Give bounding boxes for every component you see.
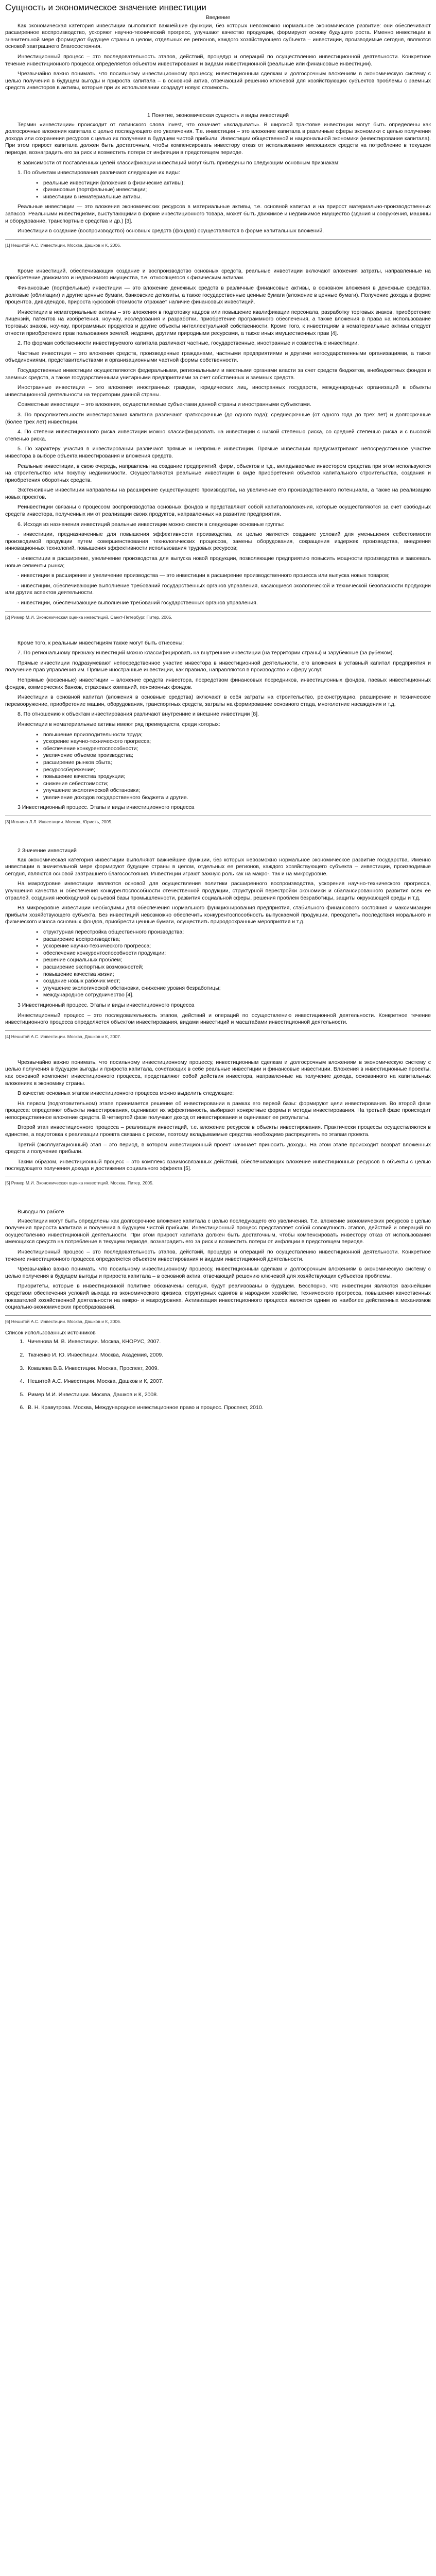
footnote-divider — [5, 1030, 431, 1031]
bullet-list — [36, 732, 431, 802]
paragraph: 4. По степени инвестиционного риска инвестиции можно классифицировать на инвестиции с низкой степенью риска, со средней степенью риска и с высокой степенью риска. — [5, 429, 431, 442]
page-title: Сущность и экономическое значение инвестиции — [5, 3, 206, 12]
paragraph: Инвестиционный процесс – это последовательность этапов, действий, процедур и операций по осуществлению инвестиционной деятельности. Конкретное течение инвестиционного процесса определяется объектом инвестирования и видами инвестиционной деятельности. — [5, 1249, 431, 1262]
list-item: ● увеличение доходов государственного бюджета и другие. — [36, 794, 431, 802]
paragraph: Совместные инвестиции – это вложения, осуществляемые субъектами данной страны и иностранными субъектами. — [18, 401, 311, 408]
paragraph: На первом (подготовительном) этапе принимается решение об инвестировании в рамках его первой базы: формируют цели инвестирования. Во второй фазе процесса: определяют объекты инвестирования, оценивают их эффективность, выбирают конкретные формы и методы инвестирования. На третьей фазе происходит непосредственное вложение средств. В четвертой фазе получают доход от инвестирования и оценивают ее результаты. — [5, 1100, 431, 1121]
footnote: [4] Нешитой А.С. Инвестиции. Москва, Дашков и К, 2007. — [5, 1033, 121, 1039]
paragraph: На макроуровне инвестиции являются основой для осуществления политики расширенного воспроизводства, ускорения научно-технического прогресса, улучшения качества и обеспечения конкурентоспособности отечественной продукции, структурной перестройки экономики и сбалансированного развития всех ее отраслей, создания необходимой сырьевой базы промышленности, развития социальной сферы, решения проблем безработицы, защиты окружающей среды и т.д. — [5, 880, 431, 901]
list-item: ● расширение воспроизводства; — [36, 936, 431, 943]
list-item: ● реальные инвестиции (вложения в физические активы); — [36, 180, 431, 187]
paragraph: 6. Исходя из назначения инвестиций реальные инвестиции можно свести в следующие основные группы: — [18, 521, 285, 528]
footnote: [1] Нешитой А.С. Инвестиции. Москва, Дашков и К, 2006. — [5, 242, 121, 248]
footnote: [2] Ример М.И. Экономическая оценка инвестиций. Санкт-Петербург, Питер, 2005. — [5, 614, 172, 620]
section-heading: Выводы по работе — [18, 1209, 64, 1215]
paragraph: - инвестиции в расширение, увеличение производства для выпуска новой продукции, позволяющие предприятию повысить мощности производства и завоевать новые сегменты рынка; — [5, 555, 431, 569]
paragraph: Инвестиционный процесс – это последовательность этапов, действий, процедур и операций по осуществлению инвестиционной деятельности. Конкретное течение инвестиционного процесса определяется объектом инвестирования и видами инвестиционной (реальные или финансовые инвестиции). — [5, 53, 431, 67]
sources-heading: Список использованных источников — [5, 1329, 96, 1336]
source-item: 2. Ткаченко И. Ю. Инвестиции. Москва, Академия, 2009. — [26, 1352, 431, 1359]
footnote-divider — [5, 611, 431, 612]
bullet-list — [36, 929, 431, 999]
paragraph: - инвестиции, предназначенные для повышения эффективности производства, их целью является создание условий для уменьшения себестоимости производимой продукции путем совершенствования технологических процессов, замены оборудования, сокращения издержек производства, внедрения инновационных технологий, повышения эффективности использования трудовых ресурсов; — [5, 531, 431, 552]
paragraph: Чрезвычайно важно понимать, что посильному инвестиционному процессу, инвестиционным сделкам и долгосрочным вложениям в экономическую систему с целью получения в будущем выгоды и прироста капитала, сочетающих в себе реальные инвестиции и финансовые инвестиции. Вложения в инвестиционные проекты, как основной компонент инвестиционного процесса, представляют собой действия инвестора, направленные на получение дохода, основанного на капитальных вложениях в экономику страны. — [5, 1059, 431, 1087]
paragraph: Частные инвестиции – это вложения средств, произведенные гражданами, частными предприятиями и другими негосударственными организациями, а также объединениями, представительствами и организационными частной формы собственности. — [5, 350, 431, 364]
paragraph: Кроме инвестиций, обеспечивающих создание и воспроизводство основных средств, реальные инвестиции включают вложения затраты, направленные на приобретение движимого и недвижимого имущества, т.е. относящегося к физическим активам. — [5, 267, 431, 281]
paragraph: Инвестиции в создание (воспроизводство) основных средств (фондов) осуществляются в форме капитальных вложений. — [18, 228, 324, 234]
paragraph: 2. По формам собственности инвестируемого капитала различают частные, государственные, иностранные и совместные инвестиции. — [18, 340, 359, 347]
paragraph: Как экономическая категория инвестиции выполняют важнейшие функции, без которых невозможно нормальное экономическое развитие государства. Именно инвестиции в значительной мере формируют будущее страны в целом, отдельных ее регионов, каждого хозяйствующего субъекта – инвестиции, производимые сегодня, являются основой завтрашнего благосостояния. Инвестиции играют важную роль как на макро-, так и на микроуровне. — [5, 856, 431, 877]
list-item: ● расширение рынков сбыта; — [36, 759, 431, 767]
paragraph: - инвестиции, обеспечивающие выполнение требований государственных органов управления. — [18, 600, 258, 606]
paragraph: Чрезвычайно важно понимать, что посильному инвестиционному процессу, инвестиционным сделкам и долгосрочным вложениям в экономическую систему с целью получения в будущем выгоды и прироста капитала – в основной актив, отвечающий решению ключевой для хозяйствующих субъектов проблемы. — [5, 1266, 431, 1279]
paragraph: В качестве основных этапов инвестиционного процесса можно выделить следующие: — [18, 1090, 234, 1097]
paragraph: Кроме того, к реальным инвестициям также могут быть отнесены: — [18, 639, 184, 646]
list-item: ● финансовые (портфельные) инвестиции; — [36, 187, 431, 194]
list-item: ● ускорение научно-технического прогресса; — [36, 943, 431, 950]
paragraph: Инвестиции могут быть определены как долгосрочное вложение капитала с целью последующего его увеличения. Т.е. вложение экономических ресурсов с целью получения прироста капитала и получения в будущем чистой прибыли. Инвестиционный процесс представляет собой совокупность этапов, действий и операций по осуществлению инвестиционной деятельности. При этом прирост капитала должен быть достаточным, чтобы компенсировать инвестору отказ от использования имеющихся средств на потребление в текущем периоде, вознаградить его за риск и возместить потери от инфляции в предстоящем периоде. — [5, 1217, 431, 1245]
source-item: 5. Ример М.И. Инвестиции. Москва, Дашков и К, 2008. — [26, 1392, 431, 1399]
footnote: [3] Игонина Л.Л. Инвестиции. Москва, Юристъ, 2005. — [5, 819, 113, 825]
paragraph: На микроуровне инвестиции необходимы для обеспечения нормального функционирования предприятия, стабильного финансового состояния и максимизации прибыли хозяйствующего субъекта. Без инвестиций невозможно обеспечить конкурентоспособность выпускаемой продукции, преодолеть последствия морального и физического износа основных фондов, приобрести ценные бумаги, осуществить природоохранные мероприятия и т.д. — [5, 905, 431, 925]
section-heading: 1 Понятие, экономическая сущность и виды инвестиций — [147, 112, 289, 118]
paragraph: Термин «инвестиции» происходит от латинского слова invest, что означает «вкладывать». В широкой трактовке инвестиции могут быть определены как долгосрочные вложения капитала с целью последующего его увеличения. Т.е. инвестиции – это вложение капитала в различные сферы экономики с целью получения дохода или сохранения ресурсов с целью их получения в будущем чистой прибыли. Инвестиции общественной и национальной экономики (инвестирование капитала). При этом прирост капитала должен быть достаточным, чтобы компенсировать инвестору отказ от использования имеющихся средств на потребление в текущем периоде, вознаградить его за риск и возместить потери от инфляции в предстоящем периоде. — [5, 121, 431, 156]
paragraph: Чрезвычайно важно понимать, что посильному инвестиционному процессу, инвестиционным сделкам и долгосрочным вложениям в экономическую систему с целью получения в будущем выгоды и прироста капитала – в основной актив, отвечающий решению ключевой для хозяйствующих субъектов проблемы с заемных средств инвесторов в активы, которые при их использовании создадут новую стоимость. — [5, 71, 431, 91]
list-item: ● снижение себестоимости; — [36, 781, 431, 788]
source-item: 6. В. Н. Кравутрова. Москва, Международное инвестиционное право и процесс. Проспект, 2010. — [26, 1404, 431, 1412]
list-item: ● расширение экспортных возможностей; — [36, 964, 431, 971]
footnote-divider — [5, 239, 431, 240]
paragraph: 3 Инвестиционный процесс. Этапы и виды инвестиционного процесса — [18, 804, 195, 811]
paragraph: В зависимости от поставленных целей классификации инвестиций могут быть приведены по следующим основным признакам: — [18, 159, 340, 166]
footnote: [6] Нешитой А.С. Инвестиции. Москва, Дашков и К, 2006. — [5, 1318, 121, 1324]
bullet-list — [36, 180, 431, 201]
list-item: ● ускорение научно-технического прогресса; — [36, 738, 431, 745]
document-page — [0, 2, 436, 1412]
paragraph: Прямые инвестиции подразумевают непосредственное участие инвестора в инвестиционной деятельности, его вложения в уставный капитал предприятия и получение прав управления им. Прямые иностранные инвестиции, как правило, направляются в производство и сферу услуг. — [5, 659, 431, 673]
paragraph: - инвестиции, обеспечивающие выполнение требований государственных органов управления, касающиеся экологической и технической безопасности продукции или других аспектов деятельности. — [5, 582, 431, 596]
list-item: ● обеспечение конкурентоспособности продукции; — [36, 950, 431, 957]
intro-heading: Введение — [205, 14, 231, 21]
list-item: ● обеспечение конкурентоспособности; — [36, 745, 431, 753]
list-item: ● создание новых рабочих мест; — [36, 978, 431, 985]
section-heading: 2 Значение инвестиций — [18, 848, 77, 854]
paragraph: 5. По характеру участия в инвестировании различают прямые и непрямые инвестиции. Прямые инвестиции предусматривают непосредственное участие инвестора в выборе объекта инвестирования и вложения средств. — [5, 446, 431, 459]
footnote: [5] Ример М.И. Экономическая оценка инвестиций. Москва, Питер, 2005. — [5, 1180, 154, 1186]
paragraph: Инвестиции в нематериальные активы – это вложения в подготовку кадров или повышение квалификации персонала, разработку торговых знаков, приобретение лицензий, патентов на изобретения, ноу-хау, исследования и разработки, приобретение программного обеспечения, а также вложения в права на использование торговых знаков, ноу-хау, программных продуктов и другие объекты интеллектуальной собственности. Кроме того, к инвестициям в нематериальные активы следует отнести приобретение прав пользования землей, недрами, другими природными ресурсами, а также иных имущественных прав [4]. — [5, 309, 431, 336]
list-item: ● структурная перестройка общественного производства; — [36, 929, 431, 936]
source-item: 4. Нешитой А.С. Инвестиции. Москва, Дашков и К, 2007. — [26, 1378, 431, 1385]
paragraph: 1. По объектам инвестирования различают следующие их виды: — [18, 170, 180, 176]
source-item: 3. Ковалева В.В. Инвестиции. Москва, Проспект, 2009. — [26, 1365, 431, 1372]
paragraph: 3 Инвестиционный процесс. Этапы и виды инвестиционного процесса — [18, 1002, 195, 1008]
paragraph: Реинвестиции связаны с процессом воспроизводства основных фондов и представляют собой капиталовложения, которые осуществляются за счет свободных средств инвестора, полученных им от реализации своих продуктов, направленных на развитие предприятия. — [5, 504, 431, 518]
paragraph: Инвестиции в основной капитал (вложения в основные средства) включают в себя затраты на строительство, реконструкцию, расширение и техническое перевооружение, приобретение машин, оборудования, транспортных средств, затраты на формирование основного стада, многолетние насаждения и т.д. — [5, 694, 431, 707]
list-item: ● улучшение экологической обстановки; — [36, 787, 431, 794]
list-item: ● увеличение объемов производства; — [36, 752, 431, 759]
footnote-divider — [5, 1315, 431, 1316]
paragraph: Инвестиции в нематериальные активы имеют ряд преимуществ, среди которых: — [18, 721, 220, 727]
paragraph: 7. По региональному признаку инвестиций можно классифицировать на внутренние инвестиции (на территории страны) и зарубежные (за рубежом). — [18, 650, 394, 656]
list-item: ● решение социальных проблем; — [36, 957, 431, 964]
paragraph: Непрямые (косвенные) инвестиции – вложение средств инвестора, посредством финансовых посредников, инвестиционных фондов, паевых инвестиционных фондов, коммерческих банков, страховых компаний, пенсионных фондов. — [5, 676, 431, 690]
paragraph: Реальные инвестиции, в свою очередь, направлены на создание предприятий, фирм, объектов и т.д., вкладываемые инвестором средства при этом используются на строительство или покупку недвижимости. Осуществляются реальные инвестиции в виде приобретения объектов капитального строительства, создания и приобретения оборотных средств. — [5, 463, 431, 483]
paragraph: Третий (эксплуатационный) этап – это период, в котором инвестиционный проект начинает приносить доходы. На этом этапе происходит возврат вложенных средств и получение прибыли. — [5, 1141, 431, 1155]
source-item: 1. Чиченова М. В. Инвестиции. Москва, КНОРУС, 2007. — [26, 1338, 431, 1346]
paragraph: Второй этап инвестиционного процесса – реализация инвестиций, т.е. вложение ресурсов в объекты инвестирования. Практически процессы осуществляются в единстве, а подготовка к реализации проекта связана с риском, поэтому вкладываемые средства необходимо распределять по этапам проекта. — [5, 1124, 431, 1138]
paragraph: - инвестиции в расширение и увеличение производства — это инвестиции в расширение производственного процесса или выпуска новых товаров; — [18, 572, 390, 579]
paragraph: Приоритеты, которые в инвестиционной политике обозначены сегодня, будут реализованы в будущем. Бесспорно, что инвестиции являются важнейшим средством обеспечения условий выхода из экономического кризиса, структурных сдвигов в народном хозяйстве, технического прогресса, повышения качественных показателей хозяйственной деятельности на микро- и макроуровнях. Активизация инвестиционного процесса является одним из наиболее действенных механизмов социально-экономических преобразований. — [5, 1283, 431, 1311]
paragraph: Финансовые (портфельные) инвестиции — это вложение денежных средств в различные финансовые активы, в основном вложения в денежные средства, долговые (облигации) и другие ценные бумаги, банковские депозиты, а также государственные ценные бумаги (вложение в ценные бумаги). Получение дохода в форме процентов, дивидендов, прироста курсовой стоимости отражает наличие финансовых инвестиций. — [5, 285, 431, 306]
paragraph: Реальные инвестиции — это вложения экономических ресурсов в материальные активы, т.е. основной капитал и на прирост материально-производственных запасов. Реальными инвестициями, выступающими в форме инвестиционного товара, может быть движимое и недвижимое имущество (здания и сооружения, машины и оборудование, транспортные средства и др.) [3]. — [5, 204, 431, 224]
list-item: ● инвестиции в нематериальные активы. — [36, 194, 431, 201]
list-item: ● повышение качества жизни; — [36, 971, 431, 978]
paragraph: Государственные инвестиции осуществляются федеральными, региональными и местными органами власти за счет средств бюджетов, внебюджетных фондов и заемных средств, а также государственными унитарными предприятиями за счет собственных и заемных средств. — [5, 367, 431, 381]
list-item: ● международное сотрудничество [4]. — [36, 992, 431, 999]
sources-list — [26, 1338, 431, 1412]
paragraph: 8. По отношению к объектам инвестирования различают внутренние и внешние инвестиции [8]. — [18, 711, 259, 718]
list-item: ● улучшение экологической обстановки, снижение уровня безработицы; — [36, 985, 431, 992]
list-item: ● повышение производительности труда; — [36, 732, 431, 739]
paragraph: Таким образом, инвестиционный процесс – это комплекс взаимосвязанных действий, обеспечивающих вложение инвестиционных ресурсов в объекты с целью последующего получения дохода и достижения социального эффекта [5]. — [5, 1158, 431, 1172]
paragraph: Иностранные инвестиции – это вложения иностранных граждан, юридических лиц, иностранных государств, международных организаций в объекты инвестиционной деятельности на территории данной страны. — [5, 384, 431, 398]
list-item: ● повышение качества продукции; — [36, 773, 431, 781]
paragraph: Как экономическая категория инвестиции выполняют важнейшие функции, без которых невозможно нормальное экономическое развитие: они обеспечивают расширенное воспроизводство, ускоряют научно-технический прогресс, улучшают качество продукции, формируют основу будущего роста. Именно инвестиции в значительной мере формируют будущее страны в целом, отдельных ее регионов, каждого хозяйствующего субъекта – инвестиции, производимые сегодня, являются основой завтрашнего благосостояния. — [5, 22, 431, 50]
paragraph: 3. По продолжительности инвестирования капитала различают краткосрочные (до одного года); среднесрочные (от одного года до трех лет) и долгосрочные (более трех лет) инвестиции. — [5, 411, 431, 425]
paragraph: Инвестиционный процесс – это последовательность этапов, действий и операций по осуществлению инвестиционной деятельности. Конкретное течение инвестиционного процесса определяется объектом инвестирования, видами инвестиций и масштабами инвестиционной деятельности. — [5, 1012, 431, 1026]
list-item: ● ресурсосбережение; — [36, 767, 431, 774]
paragraph: Экстенсивные инвестиции направлены на расширение существующего производства, на увеличение его производственного потенциала, а также на реализацию новых проектов. — [5, 487, 431, 500]
